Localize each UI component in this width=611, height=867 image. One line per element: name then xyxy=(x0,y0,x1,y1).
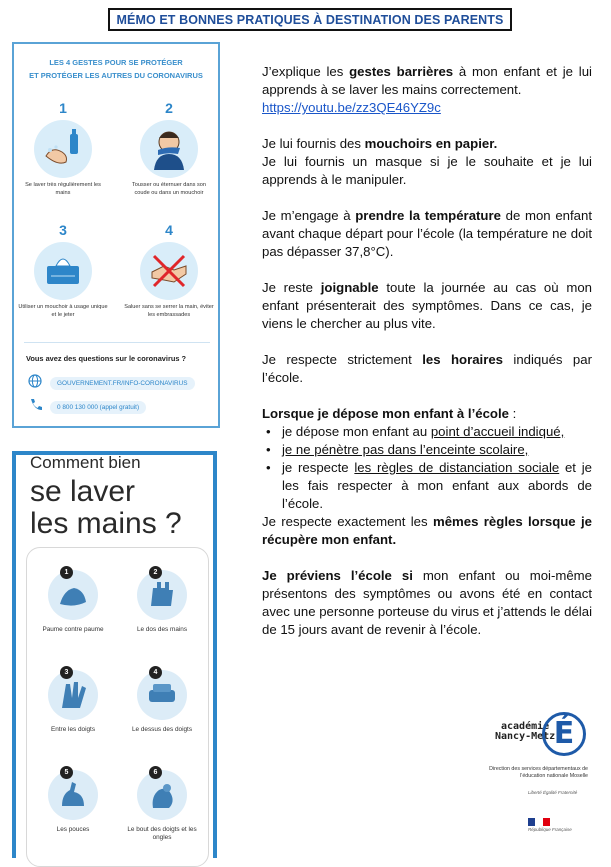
memo-paragraph-5: Je respecte strictement les horaires indiqués par l’école. xyxy=(262,352,592,385)
page-title: MÉMO ET BONNES PRATIQUES À DESTINATION DES PARENTS xyxy=(108,8,512,31)
list-item: • je dépose mon enfant au point d’accueil indiqué, xyxy=(262,423,592,441)
gesture-2: 2 Tousser ou éternuer dans son coude ou dans un mouchoir xyxy=(131,100,206,196)
french-flag-icon xyxy=(528,818,550,826)
step-4: 4 Le dessus des doigts xyxy=(119,670,205,734)
list-item: • je ne pénètre pas dans l’enceinte scolaire, xyxy=(262,441,592,459)
memo-text xyxy=(262,63,592,639)
fingertips-icon: 6 xyxy=(137,770,187,820)
memo-paragraph-2: Je lui fournis des mouchoirs en papier. Je lui fournis un masque si je le souhaite et je lui apprends à le manipuler. xyxy=(262,136,592,187)
coronavirus-gestures-poster xyxy=(12,42,220,428)
hands-back-icon: 2 xyxy=(137,570,187,620)
memo-paragraph-6: Lorsque je dépose mon enfant à l’école : xyxy=(262,406,517,421)
dropoff-list xyxy=(262,423,592,513)
poster-subtitle: Comment bien xyxy=(30,453,141,472)
poster-title-line1: se laver xyxy=(30,475,136,508)
step-2: 2 Le dos des mains xyxy=(119,570,205,634)
phone-icon xyxy=(28,398,42,417)
memo-paragraph-7: Je respecte exactement les mêmes règles lorsque je récupère mon enfant. xyxy=(262,514,592,547)
hands-palm-icon: 1 xyxy=(48,570,98,620)
handwashing-poster xyxy=(12,451,217,858)
step-5: 5 Les pouces xyxy=(30,770,116,834)
gesture-3: 3 Utiliser un mouchoir à usage unique et le jeter xyxy=(18,222,108,318)
website-row xyxy=(28,374,195,393)
tissue-box-icon xyxy=(34,242,92,300)
poster-title-line2: les mains ? xyxy=(30,507,182,540)
cough-elbow-icon xyxy=(140,120,198,178)
divider xyxy=(24,342,210,343)
no-handshake-icon xyxy=(140,242,198,300)
memo-paragraph-8: Je préviens l’école si mon enfant ou moi-même présentons des symptômes ou avons été en contact avec une personne porteuse du virus et j’attends le délai de 15 jours avant de revenir à l’école. xyxy=(262,568,592,637)
hands-interlaced-icon: 3 xyxy=(48,670,98,720)
phone-row xyxy=(28,398,146,417)
website-link[interactable]: GOUVERNEMENT.FR/INFO-CORONAVIRUS xyxy=(50,377,195,390)
step-3: 3 Entre les doigts xyxy=(30,670,116,734)
step-6: 6 Le bout des doigts et les ongles xyxy=(119,770,205,842)
memo-paragraph-3: Je m’engage à prendre la température de mon enfant avant chaque départ pour l’école (la température ne doit pas dépasser 37,8°C). xyxy=(262,208,592,259)
globe-icon xyxy=(28,374,42,393)
hand-wash-icon xyxy=(34,120,92,178)
gesture-4: 4 Saluer sans se serrer la main, éviter les embrassades xyxy=(124,222,214,318)
devise-label: Liberté Égalité Fraternité xyxy=(528,790,578,795)
video-link[interactable]: https://youtu.be/zz3QE46YZ9c xyxy=(262,100,441,115)
republic-label: République Française xyxy=(528,827,572,832)
memo-paragraph-4: Je reste joignable toute la journée au cas où mon enfant présenterait des symptômes. Dans ce cas, je viens le chercher au plus vite. xyxy=(262,280,592,331)
academie-logo: académie Nancy-Metz É Direction des services départementaux de l’éducation nationale Moselle Liberté Égalité Fraternité République Française xyxy=(480,708,590,838)
poster-heading: LES 4 GESTES POUR SE PROTÉGER ET PROTÉGER LES AUTRES DU CORONAVIRUS xyxy=(29,58,203,80)
list-item: • je respecte les règles de distanciation sociale et je les fais respecter à mon enfant aux abords de l’école. xyxy=(262,459,592,513)
phone-number: 0 800 130 000 (appel gratuit) xyxy=(50,401,146,414)
step-1: 1 Paume contre paume xyxy=(30,570,116,634)
direction-label: Direction des services départementaux de l’éducation nationale Moselle xyxy=(489,766,588,779)
fingers-top-icon: 4 xyxy=(137,670,187,720)
logo-emblem: É xyxy=(542,712,586,756)
gesture-1: 1 Se laver très régulièrement les mains xyxy=(25,100,101,196)
memo-paragraph-1: J’explique les gestes barrières à mon enfant et je lui apprends à se laver les mains correctement. https://youtu.be/zz3QE46YZ9c xyxy=(262,64,592,115)
steps-panel xyxy=(26,547,209,867)
questions-label: Vous avez des questions sur le coronavirus ? xyxy=(26,354,187,363)
thumbs-icon: 5 xyxy=(48,770,98,820)
